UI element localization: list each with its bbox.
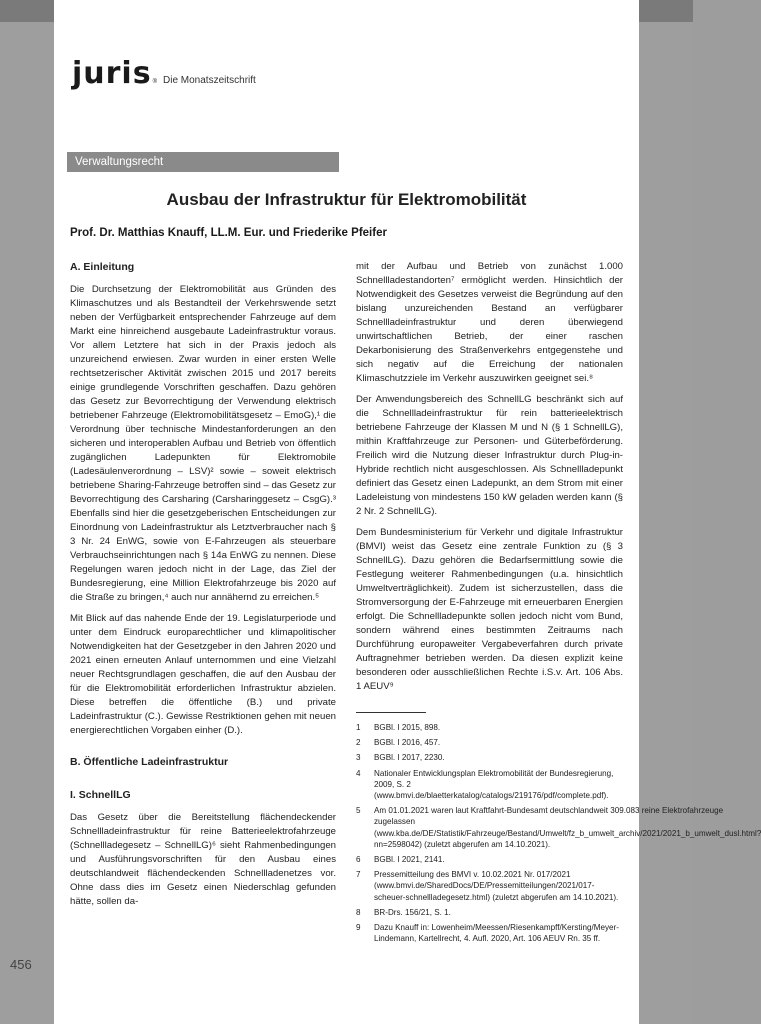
document-page <box>54 0 761 1024</box>
paragraph: mit der Aufbau und Betrieb von zunächst 1.000 Schnellladestandorten⁷ ermöglicht werden. Hinsichtlich der Notwendigkeit des Gesetzes verweist die Begründung auf den bislang unzureichenden Bestand an verfügbarer Schnellladeinfrastruktur und deren überwiegend unwirtschaftlichen Betrieb, der einer raschen Dekarbonisierung des Straßenverkehrs entgegenstehe und sich negativ auf die Erreichung der nationalen Klimaschutzziele im Verkehr auszuwirken geeignet sei.⁸ <box>356 261 623 384</box>
footnote: 1 BGBl. I 2015, 898. <box>356 723 441 732</box>
heading-a-einleitung: A. Einleitung <box>70 261 135 273</box>
footnote: 9 Dazu Knauff in: Lowenheim/Meessen/Riesenkampff/Kersting/Meyer-Lindemann, Kartellrecht, 4. Aufl. 2020, Art. 106 AEUV Rn. 35 ff. <box>356 923 619 944</box>
paragraph: Der Anwendungsbereich des SchnellLG beschränkt sich auf die Schnellladeinfrastruktur für rein batterieelektrisch betriebene Fahrzeuge der Klassen M und N (§ 1 SchnellLG), mithin Kraftfahrzeuge zur Personen- und Güterbeförderung. Freilich wird die Nutzung dieser Infrastruktur durch Plug-in-Hybride rechtlich nicht ausgeschlossen. Als Schnellladepunkt definiert das Gesetz einen Ladepunkt, an dem Strom mit einer Ladeleistung von mindestens 150 kW geladen werden kann (§ 2 Nr. 2 SchnellLG). <box>356 394 623 517</box>
footnote: 4 Nationaler Entwicklungsplan Elektromobilität der Bundesregierung, 2009, S. 2 (www.bmvi.de/blaetterkatalog/catalogs/219176/pdf/complete.pdf). <box>356 768 614 801</box>
footnote: 3 BGBl. I 2017, 2230. <box>356 753 445 763</box>
top-left-corner <box>0 0 54 22</box>
juris-logo <box>72 56 256 91</box>
top-right-corner <box>639 0 693 22</box>
left-margin-band <box>0 0 54 1024</box>
paragraph: Die Durchsetzung der Elektromobilität aus Gründen des Klimaschutzes und als Bestandteil der Verkehrswende setzt neben der Verfügbarkeit entsprechender Fahrzeuge auf dem Markt eine hinreichend ausgebaute Ladeinfrastruktur voraus. Vor allem Letztere hat sich in der Praxis jedoch als unzureichend erwiesen. Zwar wurden in einer ersten Welle rechtsetzerischer Aktivität zwischen 2015 und 2017 bereits einige grundlegende Vorschriften geschaffen. Dazu gehören das Gesetz zur Bevorrechtigung der Verwendung elektrisch betriebener Fahrzeuge (Elektromobilitätsgesetz – EmoG),¹ die Verordnung über technische Mindestanforderungen an den sicheren und interoperablen Aufbau und Betrieb von öffentlich zugänglichen Ladepunkten für Elektromobile (Ladesäulenverordnung – LSV)² sowie – soweit elektrisch betriebene Sharing-Fahrzeuge betroffen sind – das Gesetz zur Bevorrechtigung des Carsharing (Carsharinggesetz – CsgG).³ Ebenfalls sind hier die gesetzgeberischen Entscheidungen zur Einordnung von Ladeinfrastruktur als Letztverbraucher nach § 3 Nr. 24 EnWG, sowie von E-Fahrzeugen als steuerbare Verbrauchseinrichtungen nach § 14a EnWG zu nennen. Diese Regelungen waren jedoch nicht in der Lage, das Ziel der Bundesregierung, eine Million Elektrofahrzeuge bis 2020 auf die Straße zu bringen,⁴ auch nur annähernd zu erreichen.⁵ <box>70 284 336 603</box>
left-column <box>70 260 336 916</box>
right-margin-band <box>639 0 693 1024</box>
paragraph: Das Gesetz über die Bereitstellung flächendeckender Schnellladeinfrastruktur für reine Batterieelektrofahrzeuge (Schnellladegesetz – SchnellLG)⁶ sieht Rahmenbedingungen und Ausführungsvorschriften für den Ausbau eines deutschlandweit flächendeckenden Schnellladenetzes vor. Ohne dass dies im Gesetz einen Niederschlag gefunden hätte, sollen da- <box>70 812 336 907</box>
logo-registered-mark: ® <box>152 79 157 85</box>
footnotes <box>356 722 761 944</box>
heading-i-schnelllg: I. SchnellLG <box>70 789 131 801</box>
article-title: Ausbau der Infrastruktur für Elektromobilität <box>166 190 527 209</box>
right-column <box>356 260 761 948</box>
logo-word: juris <box>72 56 152 91</box>
footnote: 5 Am 01.01.2021 waren laut Kraftfahrt-Bundesamt deutschlandweit 309.083 reine Elektrofahrzeuge zugelassen (www.kba.de/DE/Statistik/Fahrzeuge/Bestand/Umwelt/fz_b_umwelt_archiv/2021/2021_b_umwelt_dusl.html?nn=2598042) (zuletzt abgerufen am 14.10.2021). <box>356 806 761 849</box>
footnote: 2 BGBl. I 2016, 457. <box>356 738 441 748</box>
heading-b-oeffentliche-ladeinfrastruktur: B. Öffentliche Ladeinfrastruktur <box>70 756 229 768</box>
section-tag: Verwaltungsrecht <box>67 152 339 172</box>
article-authors: Prof. Dr. Matthias Knauff, LL.M. Eur. und Friederike Pfeifer <box>70 227 387 239</box>
footnote: 7 Pressemitteilung des BMVI v. 10.02.2021 Nr. 017/2021 (www.bmvi.de/SharedDocs/DE/Pressemitteilungen/2021/017-scheuer-schnellladegesetz.html) (zuletzt abgerufen am 14.10.2021). <box>356 870 619 902</box>
paragraph: Dem Bundesministerium für Verkehr und digitale Infrastruktur (BMVI) weist das Gesetz eine zentrale Funktion zu (§ 3 SchnellLG). Dazu gehören die Bedarfsermittlung sowie die Festlegung weiterer Rahmenbedingungen (u.a. hinsichtlich Umweltverträglichkeit). Zudem ist sicherzustellen, dass die Stromversorgung der E-Fahrzeuge mit erneuerbaren Energien erfolgt. Die Schnellladepunkte sollen jedoch nicht vom Bund, sondern während eines bestimmten Zeitraums nach Durchführung europaweiter Vergabeverfahren durch private Auftragnehmer betrieben werden. Da diesen explizit keine besonderen oder ausschließlichen Rechte i.S.v. Art. 106 Abs. 1 AEUV⁹ <box>356 527 623 692</box>
paragraph: Mit Blick auf das nahende Ende der 19. Legislaturperiode und unter dem Eindruck europarechtlicher und klimapolitischer Notwendigkeiten hat der Gesetzgeber in den Jahren 2020 und 2021 einen erneuten Anlauf unternommen und eine Vielzahl neuer Rechtsgrundlagen geschaffen, die auf den Ausbau der für die Elektromobilität erforderlichen Infrastruktur abzielen. Diese betreffen die öffentliche (B.) und private Ladeinfrastruktur (C.). Gewisse Restriktionen gehen mit neuen energierechtlichen Vorgaben einher (D.). <box>70 613 336 736</box>
footnote: 6 BGBl. I 2021, 2141. <box>356 855 445 865</box>
footnote: 8 BR-Drs. 156/21, S. 1. <box>356 907 451 917</box>
logo-subtitle: Die Monatszeitschrift <box>163 75 256 86</box>
footnote-divider <box>356 712 426 713</box>
page-number: 456 <box>10 957 32 972</box>
